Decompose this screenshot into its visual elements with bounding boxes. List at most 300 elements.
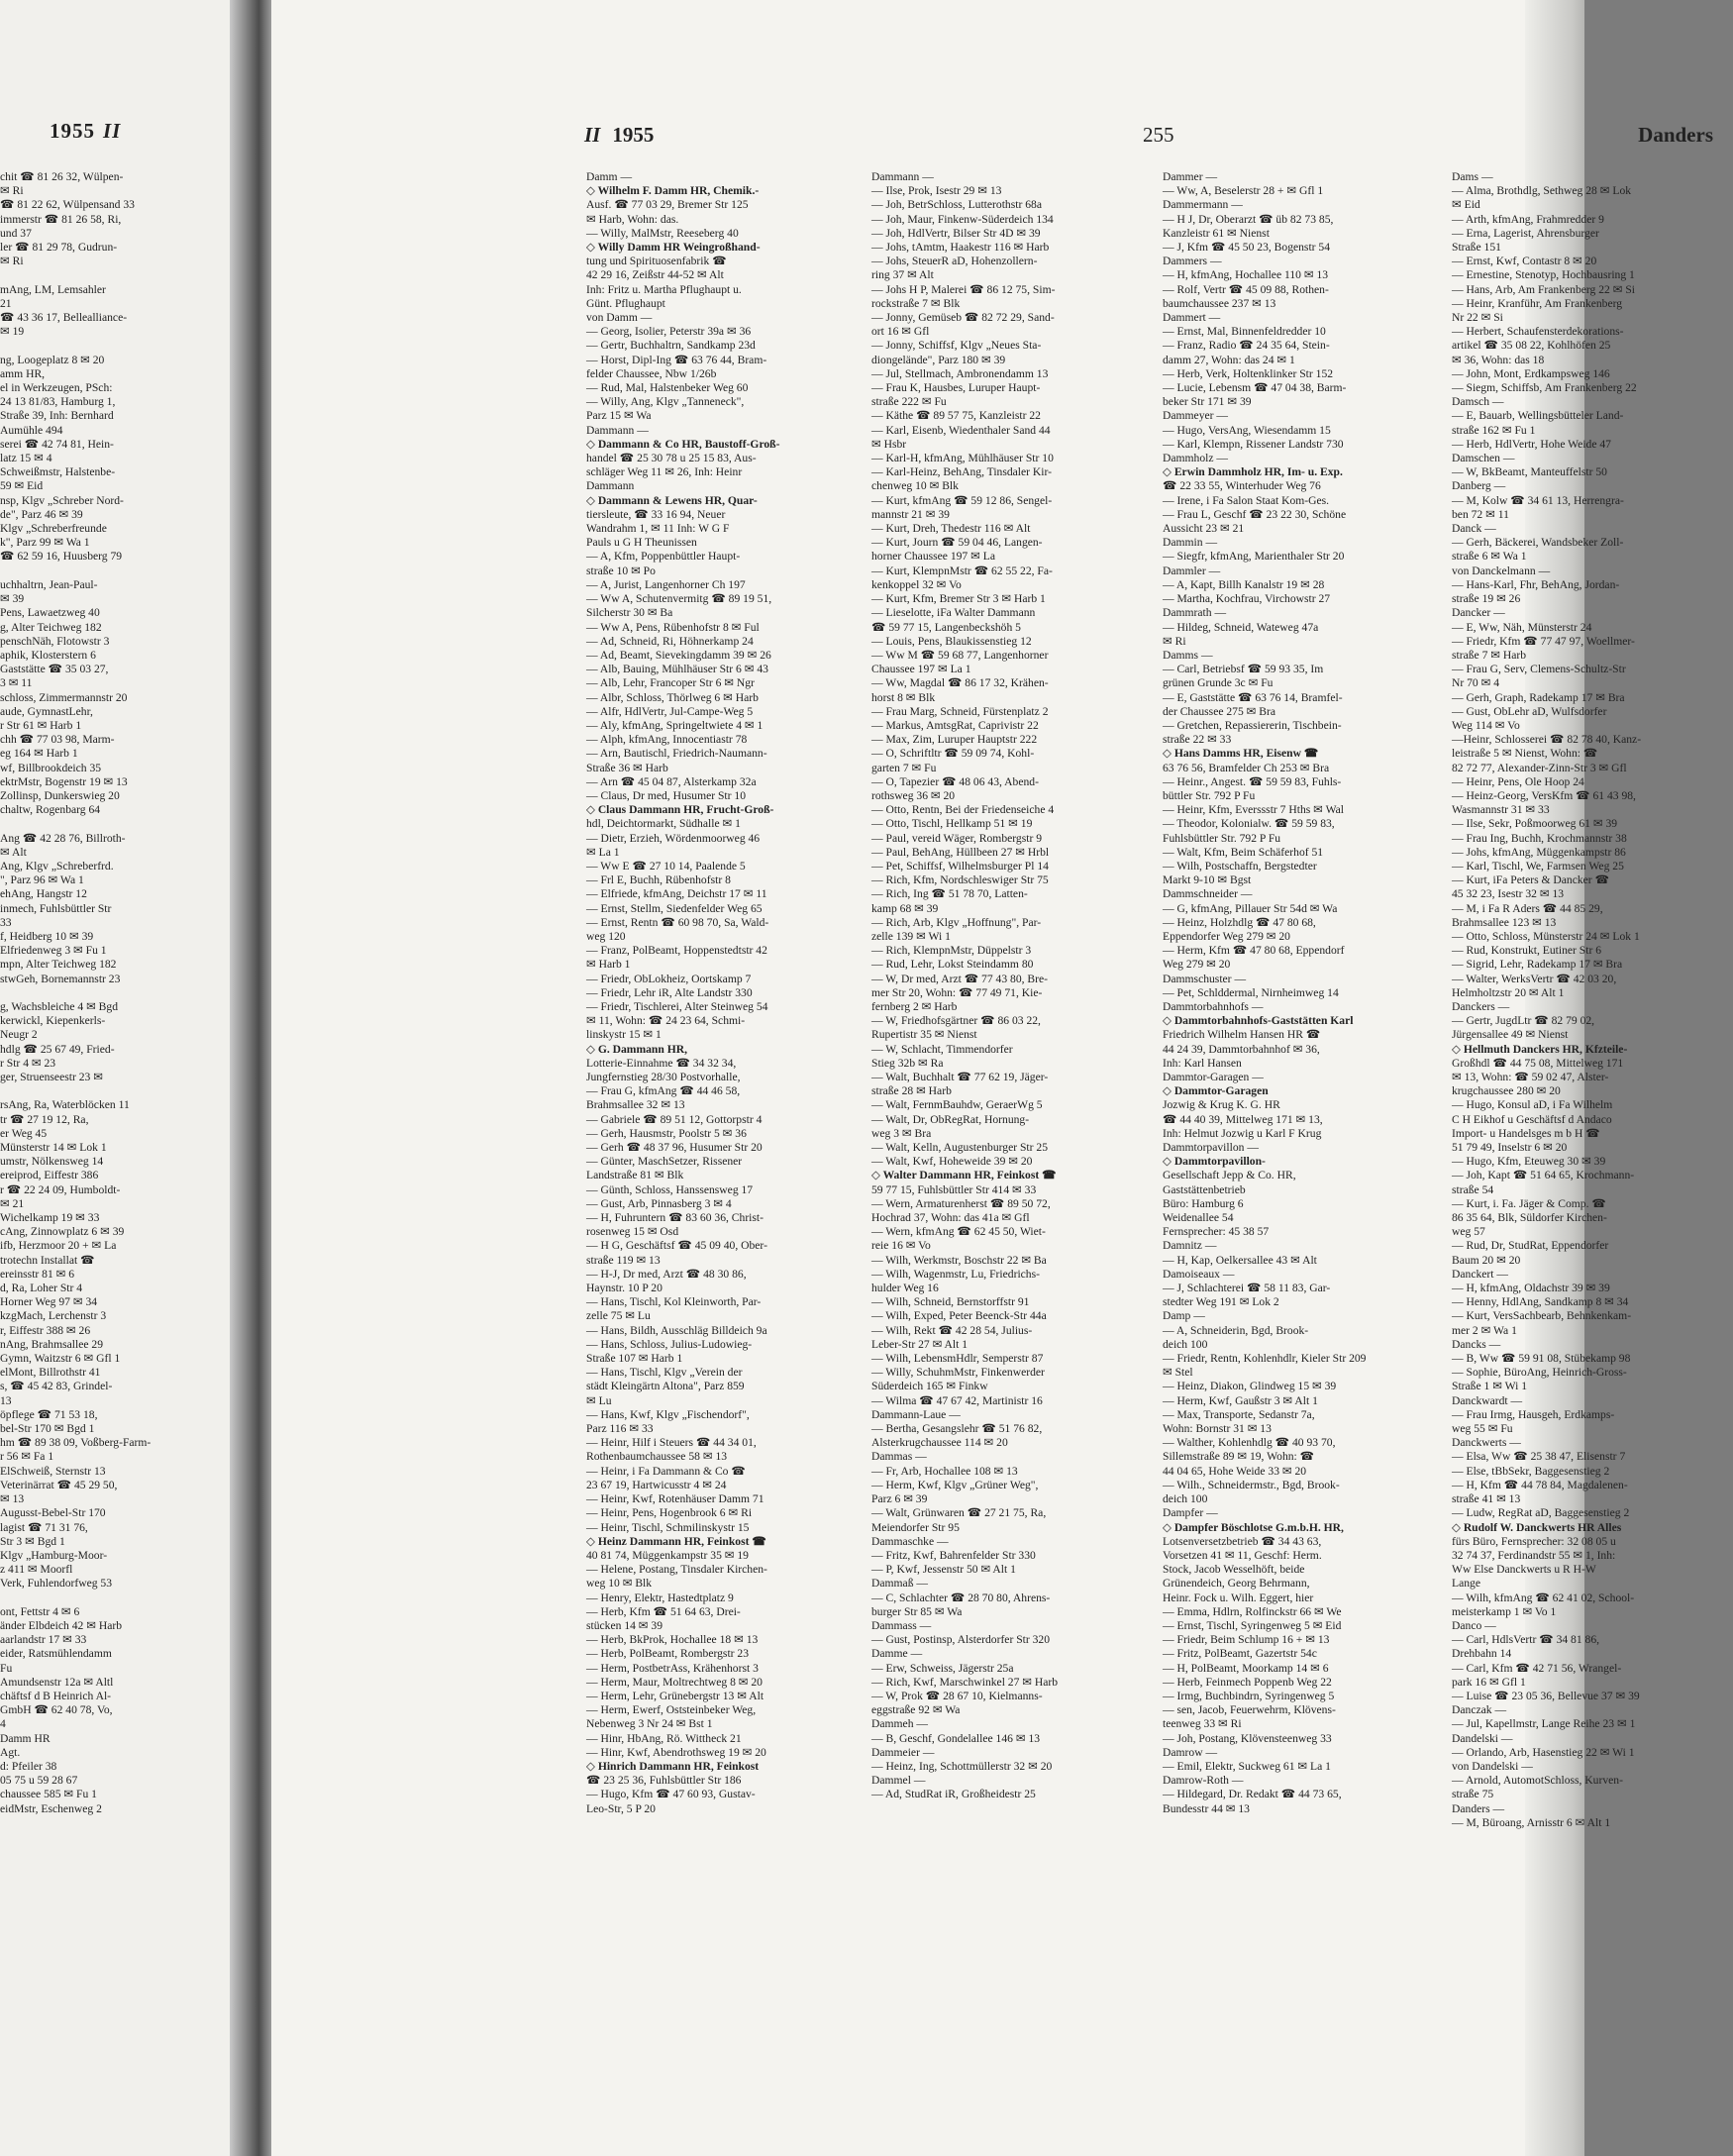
directory-entry-line: — Otto, Schloss, Münsterstr 24 ✉ Lok 1 xyxy=(1452,929,1640,943)
directory-entry-line: hm ☎ 89 38 09, Voßberg-Farm- xyxy=(0,1436,152,1450)
directory-entry-line: — Kurt, Journ ☎ 59 04 46, Langen- xyxy=(871,536,1043,550)
directory-entry-line: — Frau G, Serv, Clemens-Schultz-Str xyxy=(1452,663,1626,676)
directory-entry-line: Bundesstr 44 ✉ 13 xyxy=(1163,1801,1250,1815)
directory-entry-line: — Heinr, Kfm, Everssstr 7 Hths ✉ Wal xyxy=(1163,803,1344,817)
page-number: 255 xyxy=(1143,123,1174,147)
directory-entry-line: Grünendeich, Georg Behrmann, xyxy=(1163,1577,1310,1591)
directory-entry-line: 3 ✉ 11 xyxy=(0,676,33,690)
directory-entry-line: Dammermann — xyxy=(1163,198,1243,212)
directory-entry-line: Günt. Pflughaupt xyxy=(586,296,665,310)
directory-entry-line: Gaststättenbetrieb xyxy=(1163,1182,1246,1196)
directory-entry-line: — Ww E ☎ 27 10 14, Paalende 5 xyxy=(586,859,746,873)
directory-entry-line: — Walt, Grünwaren ☎ 27 21 75, Ra, xyxy=(871,1506,1047,1520)
directory-entry-line: — Rolf, Vertr ☎ 45 09 88, Rothen- xyxy=(1163,282,1329,296)
directory-entry-line: Eppendorfer Weg 279 ✉ 20 xyxy=(1163,929,1290,943)
directory-entry-line: ✉ Hsbr xyxy=(871,437,907,451)
directory-entry-line: tr ☎ 27 19 12, Ra, xyxy=(0,1112,89,1126)
directory-entry-line: — J, Kfm ☎ 45 50 23, Bogenstr 54 xyxy=(1163,241,1331,255)
directory-entry-line: — Rud, Konstrukt, Eutiner Str 6 xyxy=(1452,944,1602,958)
directory-entry-line: stwGeh, Bornemannstr 23 xyxy=(0,972,121,985)
directory-entry-line: Danczak — xyxy=(1452,1703,1507,1717)
directory-entry-line: — Arnold, AutomotSchloss, Kurven- xyxy=(1452,1774,1623,1788)
directory-entry-line: — Heinz, Ing, Schottmüllerstr 32 ✉ 20 xyxy=(871,1759,1053,1773)
directory-entry-line: — Walt, Kwf, Hoheweide 39 ✉ 20 xyxy=(871,1155,1033,1169)
directory-entry-line: — Carl, Betriebsf ☎ 59 93 35, Im xyxy=(1163,663,1324,676)
directory-entry-line: Str 3 ✉ Bgd 1 xyxy=(0,1534,65,1548)
directory-entry-line: — Hugo, Kfm ☎ 47 60 93, Gustav- xyxy=(586,1788,756,1801)
directory-entry-line: — Ernst, Stellm, Siedenfelder Weg 65 xyxy=(586,901,763,915)
directory-entry-line: rothsweg 36 ✉ 20 xyxy=(871,788,956,802)
right-page-header xyxy=(584,123,1713,153)
directory-entry-line: chit ☎ 81 26 32, Wülpen- xyxy=(0,170,124,183)
directory-entry-line: Nebenweg 3 Nr 24 ✉ Bst 1 xyxy=(586,1717,713,1731)
directory-entry-line: — A, Schneiderin, Bgd, Brook- xyxy=(1163,1323,1309,1337)
directory-entry-line: — Hans, Arb, Am Frankenberg 22 ✉ Si xyxy=(1452,282,1636,296)
directory-entry-line: Schweißmstr, Halstenbe- xyxy=(0,465,116,479)
directory-entry-line: ort 16 ✉ Gfl xyxy=(871,325,930,339)
directory-entry-line: — Gertr, Buchhaltrn, Sandkamp 23d xyxy=(586,339,756,353)
directory-entry-line: — H, Fuhruntern ☎ 83 60 36, Christ- xyxy=(586,1211,765,1225)
directory-entry-line: uchhaltrn, Jean-Paul- xyxy=(0,577,98,591)
directory-entry-line: — Pet, Schlddermal, Nirnheimweg 14 xyxy=(1163,985,1339,999)
directory-entry-line: — Aly, kfmAng, Springeltwiete 4 ✉ 1 xyxy=(586,718,764,732)
directory-entry-line: ◇ Willy Damm HR Weingroßhand- xyxy=(586,241,761,255)
directory-entry-line: Parz 15 ✉ Wa xyxy=(586,409,652,423)
directory-entry-line: Straße 151 xyxy=(1452,241,1501,255)
directory-entry-line: ◇ Wilhelm F. Damm HR, Chemik.- xyxy=(586,184,760,198)
directory-entry-line: Dams — xyxy=(1452,170,1493,183)
directory-entry-line: — Henry, Elektr, Hastedtplatz 9 xyxy=(586,1591,734,1604)
directory-entry-line: — Heinr, Tischl, Schmilinskystr 15 xyxy=(586,1520,750,1534)
directory-entry-line: Wohn: Bornstr 31 ✉ 13 xyxy=(1163,1422,1272,1436)
directory-entry-line: Danberg — xyxy=(1452,479,1506,493)
directory-entry-line: — Rich, KlempnMstr, Düppelstr 3 xyxy=(871,944,1032,958)
directory-entry-line: mpn, Alter Teichweg 182 xyxy=(0,958,117,972)
directory-entry-line: — Herm, Kfm ☎ 47 80 68, Eppendorf xyxy=(1163,944,1345,958)
directory-entry-line: — Horst, Dipl-Ing ☎ 63 76 44, Bram- xyxy=(586,353,767,366)
directory-entry-line: ☎ 23 25 36, Fuhlsbüttler Str 186 xyxy=(586,1774,742,1788)
directory-entry-line: ◇ Erwin Dammholz HR, Im- u. Exp. xyxy=(1163,465,1343,479)
directory-entry-line: ✉ Eid xyxy=(1452,198,1480,212)
directory-entry-line: 82 72 77, Alexander-Zinn-Str 3 ✉ Gfl xyxy=(1452,761,1627,774)
directory-entry-line: — Friedr, Beim Schlump 16 + ✉ 13 xyxy=(1163,1633,1330,1647)
directory-entry-line: Damp — xyxy=(1163,1309,1205,1323)
directory-entry-line: — Alfr, HdlVertr, Jul-Campe-Weg 5 xyxy=(586,704,754,718)
directory-entry-line: Inh: Karl Hansen xyxy=(1163,1056,1242,1070)
directory-entry-line: Neugr 2 xyxy=(0,1028,38,1042)
directory-entry-line: horner Chaussee 197 ✉ La xyxy=(871,550,995,564)
directory-entry-line: g, Wachsbleiche 4 ✉ Bgd xyxy=(0,999,119,1013)
directory-entry-line: aphik, Klosterstern 6 xyxy=(0,648,96,662)
directory-entry-line: — Wilh, Wagenmstr, Lu, Friedrichs- xyxy=(871,1267,1040,1281)
directory-entry-line: Damoiseaux — xyxy=(1163,1267,1235,1281)
directory-entry-line: — Herm, Maur, Moltrechtweg 8 ✉ 20 xyxy=(586,1675,763,1689)
directory-entry-line: Dammtor-Garagen — xyxy=(1163,1071,1264,1083)
directory-entry-line: nsp, Klgv „Schreber Nord- xyxy=(0,493,124,507)
directory-entry-line: — Jul, Kapellmstr, Lange Reihe 23 ✉ 1 xyxy=(1452,1717,1636,1731)
directory-entry-line: ", Parz 96 ✉ Wa 1 xyxy=(0,873,84,887)
directory-entry-line: von Dandelski — xyxy=(1452,1759,1533,1773)
directory-entry-line: — Günth, Schloss, Hanssensweg 17 xyxy=(586,1182,754,1196)
directory-entry-line: — Frau Marg, Schneid, Fürstenplatz 2 xyxy=(871,704,1049,718)
directory-entry-line: mer 2 ✉ Wa 1 xyxy=(1452,1323,1517,1337)
directory-entry-line: — Walt, Buchhalt ☎ 77 62 19, Jäger- xyxy=(871,1071,1049,1083)
directory-entry-line: Weg 114 ✉ Vo xyxy=(1452,718,1520,732)
directory-entry-line: — Hans, Bildh, Ausschläg Billdeich 9a xyxy=(586,1323,767,1337)
directory-entry-line: — Arth, kfmAng, Frahmredder 9 xyxy=(1452,212,1604,226)
directory-entry-line: ektrMstr, Bogenstr 19 ✉ 13 xyxy=(0,774,128,788)
directory-entry-line: mer Str 20, Wohn: ☎ 77 49 71, Kie- xyxy=(871,985,1043,999)
directory-entry-line: — Carl, Kfm ☎ 42 71 56, Wrangel- xyxy=(1452,1661,1622,1675)
directory-entry-line: — Joh, BetrSchloss, Lutterothstr 68a xyxy=(871,198,1042,212)
directory-entry-line: Alsterkrugchaussee 114 ✉ 20 xyxy=(871,1436,1008,1450)
directory-entry-line: Dancks — xyxy=(1452,1337,1501,1351)
directory-entry-line: — Frau Irmg, Hausgeh, Erdkamps- xyxy=(1452,1407,1615,1421)
directory-entry-line: eider, Ratsmühlendamm xyxy=(0,1647,112,1661)
directory-entry-line: — Helene, Postang, Tinsdaler Kirchen- xyxy=(586,1563,767,1577)
directory-entry-line: — Lieselotte, iFa Walter Dammann xyxy=(871,606,1036,620)
right-header-year: 1955 xyxy=(612,123,655,147)
directory-entry-line: — Heinr, Hilf i Steuers ☎ 44 34 01, xyxy=(586,1436,757,1450)
directory-entry-line: — Gust, ObLehr aD, Wulfsdorfer xyxy=(1452,704,1607,718)
directory-entry-line: damm 27, Wohn: das 24 ✉ 1 xyxy=(1163,353,1295,366)
directory-entry-line: g, Alter Teichweg 182 xyxy=(0,620,102,634)
directory-entry-line: — Joh, Kapt ☎ 51 64 65, Krochmann- xyxy=(1452,1169,1635,1182)
directory-entry-line: Gymn, Waitzstr 6 ✉ Gfl 1 xyxy=(0,1352,121,1366)
directory-entry-line: — Frau G, kfmAng ☎ 44 46 58, xyxy=(586,1084,741,1098)
directory-entry-line: ✉ Ri xyxy=(1163,634,1186,648)
directory-entry-line: — Friedr, Kfm ☎ 77 47 97, Woellmer- xyxy=(1452,634,1635,648)
directory-entry-line: städt Kleingärtn Altona", Parz 859 xyxy=(586,1380,745,1393)
directory-entry-line: Pauls u G H Theunissen xyxy=(586,536,697,550)
directory-entry-line: büttler Str. 792 P Fu xyxy=(1163,788,1256,802)
directory-entry-line: Danckwardt — xyxy=(1452,1393,1523,1407)
directory-entry-line: — Claus, Dr med, Husumer Str 10 xyxy=(586,788,747,802)
directory-entry-line: wf, Billbrookdeich 35 xyxy=(0,761,102,774)
directory-entry-line: 59 ✉ Eid xyxy=(0,479,44,493)
directory-entry-line: Verk, Fuhlendorfweg 53 xyxy=(0,1577,113,1591)
directory-entry-line: chäftsf d B Heinrich Al- xyxy=(0,1689,112,1702)
directory-entry-line: — Heinz-Georg, VersKfm ☎ 61 43 98, xyxy=(1452,788,1636,802)
directory-entry-line: C H Eikhof u Geschäftsf d Andaco xyxy=(1452,1112,1612,1126)
directory-entry-line: Chaussee 197 ✉ La 1 xyxy=(871,663,971,676)
directory-entry-line: 33 xyxy=(0,915,12,929)
directory-entry-line: — Wern, Armaturenherst ☎ 89 50 72, xyxy=(871,1196,1051,1210)
directory-entry-line: 21 xyxy=(0,296,12,310)
directory-entry-line: — Elfriede, kfmAng, Deichstr 17 ✉ 11 xyxy=(586,887,767,901)
directory-entry-line: ✉ Alt xyxy=(0,845,27,859)
directory-entry-line xyxy=(0,268,204,282)
directory-entry-line: — Otto, Rentn, Bei der Friedenseiche 4 xyxy=(871,803,1055,817)
directory-entry-line: — Karl, Tischl, We, Farmsen Weg 25 xyxy=(1452,859,1624,873)
directory-entry-line: — B, Ww ☎ 59 91 08, Stübekamp 98 xyxy=(1452,1352,1631,1366)
directory-entry-line: Dammholz — xyxy=(1163,452,1229,465)
directory-entry-line: — Walt, Kfm, Beim Schäferhof 51 xyxy=(1163,845,1324,859)
directory-entry-line: Jürgensallee 49 ✉ Nienst xyxy=(1452,1028,1569,1042)
directory-entry-line: — Willy, MalMstr, Reeseberg 40 xyxy=(586,226,739,240)
directory-entry-line: Dammschuster — xyxy=(1163,972,1247,985)
directory-entry-line: Damrow-Roth — xyxy=(1163,1774,1244,1788)
directory-entry-line: — Lucie, Lebensm ☎ 47 04 38, Barm- xyxy=(1163,381,1347,395)
directory-entry-line: — Herbert, Schaufensterdekorations- xyxy=(1452,325,1624,339)
directory-entry-line: ◇ Heinz Dammann HR, Feinkost ☎ xyxy=(586,1534,766,1548)
directory-entry-line: 23 67 19, Hartwicusstr 4 ✉ 24 xyxy=(586,1478,727,1491)
directory-entry-line: Leo-Str, 5 P 20 xyxy=(586,1801,656,1815)
directory-entry-line: 86 35 64, Blk, Süldorfer Kirchen- xyxy=(1452,1211,1607,1225)
directory-entry-line: Straße 1 ✉ Wi 1 xyxy=(1452,1380,1528,1393)
directory-entry-line: — Joh, Maur, Finkenw-Süderdeich 134 xyxy=(871,212,1054,226)
directory-entry-line: ◇ Dammann & Lewens HR, Quar- xyxy=(586,493,758,507)
directory-entry-line: — Luise ☎ 23 05 36, Bellevue 37 ✉ 39 xyxy=(1452,1689,1640,1702)
directory-entry-line: Agt. xyxy=(0,1745,21,1759)
directory-entry-line: — Rud, Lehr, Lokst Steindamm 80 xyxy=(871,958,1034,972)
directory-entry-line: und 37 xyxy=(0,226,32,240)
directory-column-1 xyxy=(586,170,864,1816)
directory-entry-line xyxy=(0,339,204,353)
directory-entry-line: 40 81 74, Müggenkampstr 35 ✉ 19 xyxy=(586,1548,749,1562)
directory-entry-line: — Elsa, Ww ☎ 25 38 47, Elisenstr 7 xyxy=(1452,1450,1626,1464)
directory-entry-line: von Danckelmann — xyxy=(1452,564,1551,577)
directory-entry-line: Elfriedenweg 3 ✉ Fu 1 xyxy=(0,944,107,958)
directory-entry-line: Dammass — xyxy=(871,1618,932,1632)
directory-entry-line: — Walt, FernmBauhdw, GeraerWg 5 xyxy=(871,1098,1043,1112)
directory-entry-line: weg 57 xyxy=(1452,1225,1485,1239)
directory-entry-line: Dammer — xyxy=(1163,170,1218,183)
directory-entry-line: eidMstr, Eschenweg 2 xyxy=(0,1801,102,1815)
left-header-year: 1955 xyxy=(50,119,95,143)
directory-entry-line: ◇ Walter Dammann HR, Feinkost ☎ xyxy=(871,1169,1057,1182)
directory-entry-line: kerwickl, Kiepenkerls- xyxy=(0,1014,106,1028)
directory-entry-line: hdl, Deichtormarkt, Südhalle ✉ 1 xyxy=(586,817,741,831)
directory-entry-line: öpflege ☎ 71 53 18, xyxy=(0,1407,98,1421)
directory-entry-line: — Herm, Kwf, Klgv „Grüner Weg", xyxy=(871,1478,1039,1491)
directory-entry-line: Haynstr. 10 P 20 xyxy=(586,1282,663,1295)
directory-entry-line: straße 222 ✉ Fu xyxy=(871,395,947,409)
directory-entry-line: krugchaussee 280 ✉ 20 xyxy=(1452,1084,1561,1098)
directory-entry-line: z 411 ✉ Moorfl xyxy=(0,1563,73,1577)
directory-entry-line: — H G, Geschäftsf ☎ 45 09 40, Ober- xyxy=(586,1239,767,1253)
directory-entry-line: — Hans-Karl, Fhr, BehAng, Jordan- xyxy=(1452,577,1620,591)
directory-entry-line: Veterinärrat ☎ 45 29 50, xyxy=(0,1478,118,1491)
directory-entry-line: Augusst-Bebel-Str 170 xyxy=(0,1506,106,1520)
directory-entry-line: Damme — xyxy=(871,1647,923,1661)
directory-entry-line: — Hinr, Kwf, Abendrothsweg 19 ✉ 20 xyxy=(586,1745,766,1759)
directory-entry-line: ont, Fettstr 4 ✉ 6 xyxy=(0,1604,80,1618)
directory-entry-line: — Kurt, iFa Peters & Dancker ☎ xyxy=(1452,873,1610,887)
directory-entry-line: — Heinr, Pens, Ole Hoop 24 xyxy=(1452,774,1584,788)
directory-entry-line: Aussicht 23 ✉ 21 xyxy=(1163,522,1245,536)
directory-entry-line: — Ad, Beamt, Sievekingdamm 39 ✉ 26 xyxy=(586,648,771,662)
directory-entry-line: änder Elbdeich 42 ✉ Harb xyxy=(0,1618,123,1632)
directory-entry-line: — W, Prok ☎ 28 67 10, Kielmanns- xyxy=(871,1689,1043,1702)
directory-entry-line: — Martha, Kochfrau, Virchowstr 27 xyxy=(1163,592,1331,606)
directory-entry-line: — W, Dr med, Arzt ☎ 77 43 80, Bre- xyxy=(871,972,1049,985)
directory-entry-line: ✉ Harb, Wohn: das. xyxy=(586,212,679,226)
directory-entry-line: Leber-Str 27 ✉ Alt 1 xyxy=(871,1337,968,1351)
directory-entry-line: — W, Friedhofsgärtner ☎ 86 03 22, xyxy=(871,1014,1041,1028)
directory-entry-line: ◇ Claus Dammann HR, Frucht-Groß- xyxy=(586,803,774,817)
directory-column-4 xyxy=(1452,170,1733,1830)
directory-entry-line: Straße 36 ✉ Harb xyxy=(586,761,668,774)
directory-entry-line: Gesellschaft Jepp & Co. HR, xyxy=(1163,1169,1296,1182)
directory-entry-line: Drehbahn 14 xyxy=(1452,1647,1512,1661)
directory-entry-line: — Rich, Kfm, Nordschleswiger Str 75 xyxy=(871,873,1049,887)
directory-entry-line: — Walther, Kohlenhdlg ☎ 40 93 70, xyxy=(1163,1436,1336,1450)
directory-entry-line: 4 xyxy=(0,1717,6,1731)
directory-entry-line: aarlandstr 17 ✉ 33 xyxy=(0,1633,87,1647)
directory-entry-line: — Max, Zim, Luruper Hauptstr 222 xyxy=(871,733,1038,747)
directory-entry-line: aude, GymnastLehr, xyxy=(0,704,93,718)
directory-entry-line: — Frau K, Hausbes, Luruper Haupt- xyxy=(871,381,1041,395)
directory-entry-line: — Hans, Tischl, Kol Kleinworth, Par- xyxy=(586,1295,762,1309)
directory-entry-line: Dammtorpavillon — xyxy=(1163,1141,1259,1155)
directory-entry-line: — Hans, Kwf, Klgv „Fischendorf", xyxy=(586,1407,750,1421)
directory-entry-line: schläger Weg 11 ✉ 26, Inh: Heinr xyxy=(586,465,743,479)
directory-entry-line: — Heinz, Holzhdlg ☎ 47 80 68, xyxy=(1163,915,1316,929)
directory-entry-line: — Ernst, Kwf, Contastr 8 ✉ 20 xyxy=(1452,255,1597,268)
directory-entry-line: — Dietr, Erzieh, Wördenmoorweg 46 xyxy=(586,831,761,845)
directory-entry-line: — Wilh, LebensmHdlr, Semperstr 87 xyxy=(871,1352,1044,1366)
directory-entry-line: artikel ☎ 35 08 22, Kohlhöfen 25 xyxy=(1452,339,1611,353)
directory-entry-line: Lange xyxy=(1452,1577,1480,1591)
directory-entry-line: — Alma, Brothdlg, Sethweg 28 ✉ Lok xyxy=(1452,184,1632,198)
directory-entry-line: Landstraße 81 ✉ Blk xyxy=(586,1169,684,1182)
directory-entry-line: Helmholtzstr 20 ✉ Alt 1 xyxy=(1452,985,1565,999)
directory-entry-line: 32 74 37, Ferdinandstr 55 ✉ 1, Inh: xyxy=(1452,1548,1616,1562)
directory-entry-line: Vorsetzen 41 ✉ 11, Geschf: Herm. xyxy=(1163,1548,1322,1562)
directory-entry-line: Baum 20 ✉ 20 xyxy=(1452,1253,1521,1267)
directory-entry-line: Dammin — xyxy=(1163,536,1218,550)
directory-entry-line: — Sophie, BüroAng, Heinrich-Gross- xyxy=(1452,1366,1627,1380)
directory-entry-line: 13 xyxy=(0,1393,12,1407)
directory-column-3 xyxy=(1163,170,1442,1816)
directory-entry-line: — Franz, Radio ☎ 24 35 64, Stein- xyxy=(1163,339,1330,353)
directory-entry-line: — H, kfmAng, Hochallee 110 ✉ 13 xyxy=(1163,268,1329,282)
directory-entry-line: — Herm, Lehr, Grünebergstr 13 ✉ Alt xyxy=(586,1689,765,1702)
directory-entry-line: Ang, Klgv „Schreberfrd. xyxy=(0,859,114,873)
directory-entry-line xyxy=(0,986,204,1000)
directory-entry-line: Heinr. Fock u. Wilh. Eggert, hier xyxy=(1163,1591,1314,1604)
directory-entry-line: Dammaschke — xyxy=(871,1534,949,1548)
directory-entry-line: — Joh, Postang, Klövensteenweg 33 xyxy=(1163,1731,1332,1745)
directory-entry-line: Dammschneider — xyxy=(1163,887,1253,901)
directory-entry-line: ✉ Harb 1 xyxy=(586,958,631,972)
directory-entry-line: — Hildeg, Schneid, Wateweg 47a xyxy=(1163,620,1319,634)
directory-entry-line: Fuhlsbüttler Str. 792 P Fu xyxy=(1163,831,1281,845)
directory-entry-line: er Weg 45 xyxy=(0,1126,48,1140)
directory-entry-line: Dammeh — xyxy=(871,1717,928,1731)
directory-entry-line: Dammers — xyxy=(1163,255,1222,268)
directory-entry-line: — Friedr, Rentn, Kohlenhdlr, Kieler Str 209 xyxy=(1163,1352,1367,1366)
directory-entry-line: — Alph, kfmAng, Innocentiastr 78 xyxy=(586,733,748,747)
directory-entry-line: Inh: Helmut Jozwig u Karl F Krug xyxy=(1163,1126,1322,1140)
directory-entry-line: — Markus, AmtsgRat, Caprivistr 22 xyxy=(871,718,1039,732)
directory-entry-line: — Kurt, Dreh, Thedestr 116 ✉ Alt xyxy=(871,522,1031,536)
directory-entry-line: — M, Büroang, Arnisstr 6 ✉ Alt 1 xyxy=(1452,1815,1611,1829)
directory-entry-line: ◇ G. Dammann HR, xyxy=(586,1042,687,1056)
catchword: Danders xyxy=(1638,123,1713,147)
directory-entry-line: — Wilh, Exped, Peter Beenck-Str 44a xyxy=(871,1309,1047,1323)
directory-entry-line: — Karl, Eisenb, Wiedenthaler Sand 44 xyxy=(871,423,1051,437)
directory-entry-line: linskystr 15 ✉ 1 xyxy=(586,1028,662,1042)
directory-entry-line: — Walter, WerksVertr ☎ 42 03 20, xyxy=(1452,972,1617,985)
directory-entry-line: — Ad, StudRat iR, Großheidestr 25 xyxy=(871,1788,1036,1801)
directory-entry-line: ◇ Dammtor-Garagen xyxy=(1163,1084,1269,1098)
directory-entry-line: ☎ 59 77 15, Langenbeckshöh 5 xyxy=(871,620,1021,634)
directory-entry-line: zelle 139 ✉ Wi 1 xyxy=(871,929,951,943)
directory-entry-line: Danco — xyxy=(1452,1618,1496,1632)
right-header-part: II xyxy=(584,123,601,147)
directory-entry-line: Meiendorfer Str 95 xyxy=(871,1520,960,1534)
directory-entry-line: — Jul, Stellmach, Ambronendamm 13 xyxy=(871,366,1049,380)
directory-entry-line: ger, Struenseestr 23 ✉ xyxy=(0,1071,103,1083)
directory-entry-line: — sen, Jacob, Feuerwehrm, Klövens- xyxy=(1163,1703,1336,1717)
directory-entry-line: — B, Geschf, Gondelallee 146 ✉ 13 xyxy=(871,1731,1041,1745)
directory-entry-line: — Friedr, Tischlerei, Alter Steinweg 54 xyxy=(586,999,768,1013)
directory-entry-line: — Frau Ing, Buchh, Krochmannstr 38 xyxy=(1452,831,1627,845)
directory-entry-line: f, Heidberg 10 ✉ 39 xyxy=(0,929,94,943)
directory-entry-line: — Kurt, i. Fa. Jäger & Comp. ☎ xyxy=(1452,1196,1606,1210)
directory-entry-line: Stock, Jacob Wesselhöft, beide xyxy=(1163,1563,1305,1577)
directory-entry-line: — Orlando, Arb, Hasenstieg 22 ✉ Wi 1 xyxy=(1452,1745,1635,1759)
directory-entry-line: — Ww, A, Beselerstr 28 + ✉ Gfl 1 xyxy=(1163,184,1324,198)
directory-entry-line: — Erw, Schweiss, Jägerstr 25a xyxy=(871,1661,1014,1675)
directory-entry-line: Danck — xyxy=(1452,522,1496,536)
directory-entry-line: Parz 6 ✉ 39 xyxy=(871,1492,928,1506)
directory-entry-line: weg 120 xyxy=(586,929,626,943)
directory-entry-line: — Wilh, Schneid, Bernstorffstr 91 xyxy=(871,1295,1030,1309)
directory-entry-line: — H-J, Dr med, Arzt ☎ 48 30 86, xyxy=(586,1267,747,1281)
directory-entry-line: — Bertha, Gesangslehr ☎ 51 76 82, xyxy=(871,1422,1043,1436)
directory-entry-line: Dammeier — xyxy=(871,1745,935,1759)
directory-entry-line: — Franz, PolBeamt, Hoppenstedtstr 42 xyxy=(586,944,767,958)
directory-entry-line: — Herb, HdlVertr, Hohe Weide 47 xyxy=(1452,437,1611,451)
directory-entry-line: — Arn, Bautischl, Friedrich-Naumann- xyxy=(586,747,767,761)
directory-entry-line: Lotterie-Einnahme ☎ 34 32 34, xyxy=(586,1056,737,1070)
directory-entry-line: Dammann-Laue — xyxy=(871,1407,961,1421)
directory-entry-line: fürs Büro, Fernsprecher: 32 08 05 u xyxy=(1452,1534,1616,1548)
left-header-part: II xyxy=(103,119,122,143)
directory-entry-line: Silcherstr 30 ✉ Ba xyxy=(586,606,673,620)
directory-entry-line: elMont, Billrothstr 41 xyxy=(0,1366,101,1380)
right-header-left xyxy=(584,123,654,148)
directory-entry-line: straße 162 ✉ Fu 1 xyxy=(1452,423,1536,437)
directory-entry-line: — O, Schriftltr ☎ 59 09 74, Kohl- xyxy=(871,747,1035,761)
directory-entry-line: — Ernst, Rentn ☎ 60 98 70, Sa, Wald- xyxy=(586,915,769,929)
directory-entry-line: 44 24 39, Dammtorbahnhof ✉ 36, xyxy=(1163,1042,1320,1056)
directory-entry-line: —Heinr, Schlosserei ☎ 82 78 40, Kanz- xyxy=(1452,733,1642,747)
directory-entry-line: hdlg ☎ 25 67 49, Fried- xyxy=(0,1042,115,1056)
directory-entry-line: ✉ Ri xyxy=(0,184,24,198)
directory-entry-line: Jozwig & Krug K. G. HR xyxy=(1163,1098,1280,1112)
directory-entry-line: 24 13 81/83, Hamburg 1, xyxy=(0,395,116,409)
directory-entry-line: ✉ 19 xyxy=(0,325,25,339)
directory-entry-line: — Hugo, Kfm, Eteuweg 30 ✉ 39 xyxy=(1452,1155,1606,1169)
directory-entry-line: ifb, Herzmoor 20 + ✉ La xyxy=(0,1239,117,1253)
directory-entry-line: — John, Mont, Erdkampsweg 146 xyxy=(1452,366,1610,380)
directory-entry-line: — W, Schlacht, Timmendorfer xyxy=(871,1042,1013,1056)
directory-entry-line: fernberg 2 ✉ Harb xyxy=(871,999,958,1013)
directory-entry-line: mannstr 21 ✉ 39 xyxy=(871,507,950,521)
directory-entry-line: — A, Jurist, Langenhorner Ch 197 xyxy=(586,577,746,591)
directory-entry-line: ng, Loogeplatz 8 ✉ 20 xyxy=(0,353,105,366)
directory-entry-line: — Herb, BkProk, Hochallee 18 ✉ 13 xyxy=(586,1633,759,1647)
directory-entry-line: — Ww M ☎ 59 68 77, Langenhorner xyxy=(871,648,1049,662)
directory-entry-line: — Ernst, Tischl, Syringenweg 5 ✉ Eid xyxy=(1163,1618,1342,1632)
directory-entry-line: — Wilh, Rekt ☎ 42 28 54, Julius- xyxy=(871,1323,1033,1337)
directory-entry-line: ✉ 13, Wohn: ☎ 59 02 47, Alster- xyxy=(1452,1071,1609,1083)
directory-entry-line: — Karl-H, kfmAng, Mühlhäuser Str 10 xyxy=(871,452,1054,465)
